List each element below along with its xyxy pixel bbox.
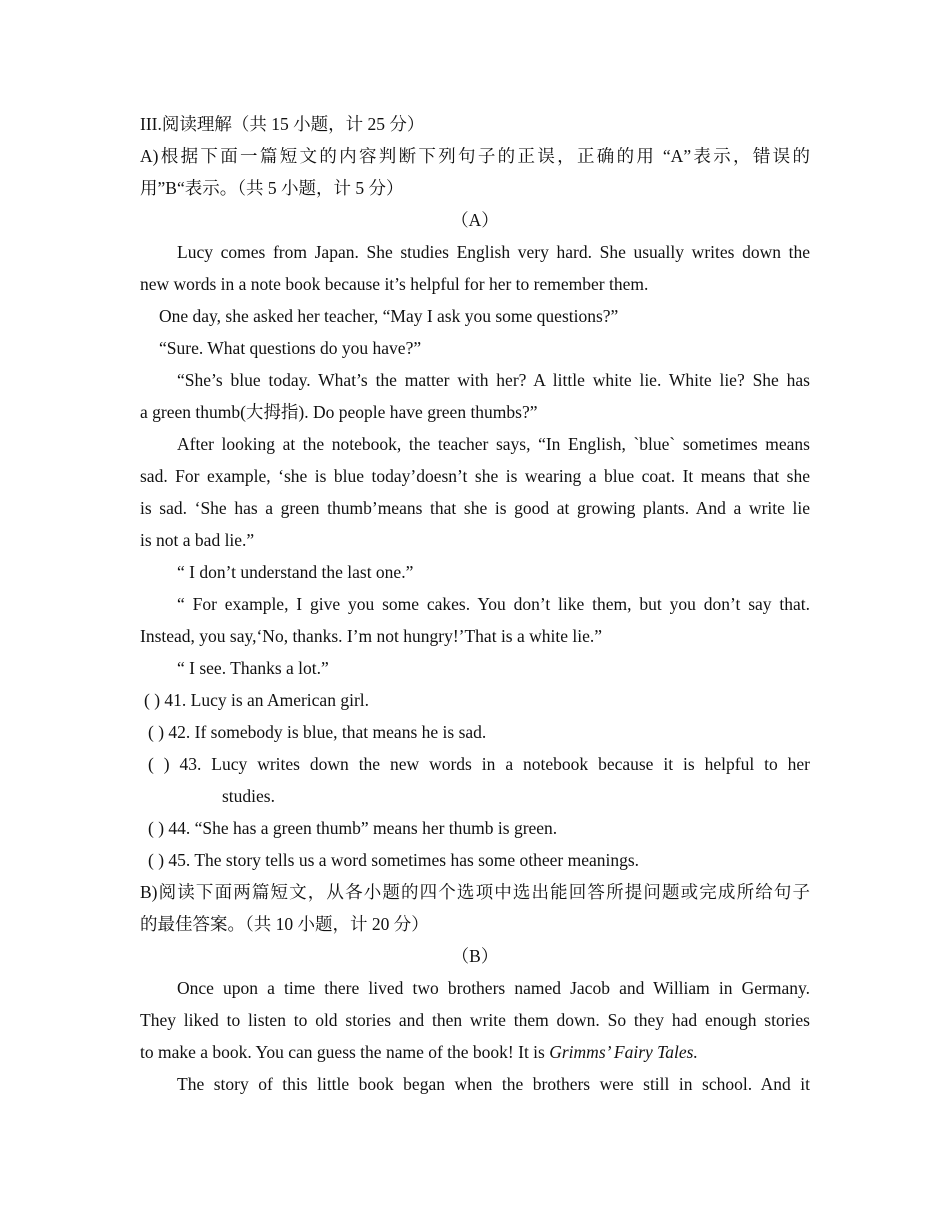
question-42: ( ) 42. If somebody is blue, that means he is sad. — [148, 722, 487, 742]
passage-a-line: “Sure. What questions do you have?” — [159, 338, 422, 358]
passage-a-line: new words in a note book because it’s helpful for her to remember them. — [140, 274, 649, 294]
passage-a-line: “She’s blue today. What’s the matter with her? A little white lie. White lie? She has — [177, 370, 810, 390]
question-43-continuation: studies. — [222, 786, 275, 806]
passage-a-line: “ I see. Thanks a lot.” — [177, 658, 329, 678]
question-41: ( ) 41. Lucy is an American girl. — [144, 690, 370, 710]
passage-a-line: Instead, you say,‘No, thanks. I’m not hungry!’That is a white lie.” — [140, 626, 603, 646]
passage-a-line: “ I don’t understand the last one.” — [177, 562, 414, 582]
passage-a-line: is sad. ‘She has a green thumb’means that she is good at growing plants. And a write lie — [140, 498, 810, 518]
document-page — [140, 108, 810, 1100]
question-45: ( ) 45. The story tells us a word sometimes has some otheer meanings. — [148, 850, 640, 870]
question-44: ( ) 44. “She has a green thumb” means her thumb is green. — [148, 818, 558, 838]
part-a-instruction-line-1: A)根据下面一篇短文的内容判断下列句子的正误，正确的用 “A”表示，错误的 — [140, 146, 810, 166]
passage-a-line: sad. For example, ‘she is blue today’doesn’t she is wearing a blue coat. It means that she — [140, 466, 810, 486]
part-b-instruction-line-1: B)阅读下面两篇短文，从各小题的四个选项中选出能回答所提问题或完成所给句子 — [140, 882, 810, 902]
part-a-label: （A） — [451, 210, 499, 230]
passage-a-line: is not a bad lie.” — [140, 530, 255, 550]
passage-a-line: “ For example, I give you some cakes. You don’t like them, but you don’t say that. — [177, 594, 810, 614]
part-b-instruction-line-2: 的最佳答案。（共 10 小题，计 20 分） — [140, 914, 429, 934]
passage-a-line: After looking at the notebook, the teacher says, “In English, `blue` sometimes means — [177, 434, 810, 454]
book-title: Grimms’ Fairy Tales. — [549, 1042, 698, 1062]
passage-a-line: One day, she asked her teacher, “May I ask you some questions?” — [159, 306, 619, 326]
passage-a-line: Lucy comes from Japan. She studies English very hard. She usually writes down the — [177, 242, 810, 262]
part-a-instruction-line-2: 用”B“表示。（共 5 小题，计 5 分） — [140, 178, 404, 198]
passage-b-text: to make a book. You can guess the name of the book! It is — [140, 1042, 550, 1062]
passage-b-line: The story of this little book began when the brothers were still in school. And it — [177, 1074, 810, 1094]
section-title: III.阅读理解（共 15 小题，计 25 分） — [140, 114, 425, 134]
passage-b-line — [140, 1036, 810, 1068]
part-b-label: （B） — [451, 946, 499, 966]
passage-b-line: Once upon a time there lived two brothers named Jacob and William in Germany. — [177, 978, 810, 998]
passage-b-line: They liked to listen to old stories and then write them down. So they had enough stories — [140, 1010, 810, 1030]
passage-a-line: a green thumb(大拇指). Do people have green thumbs?” — [140, 402, 538, 422]
question-43: ( ) 43. Lucy writes down the new words in a notebook because it is helpful to her — [148, 754, 810, 774]
